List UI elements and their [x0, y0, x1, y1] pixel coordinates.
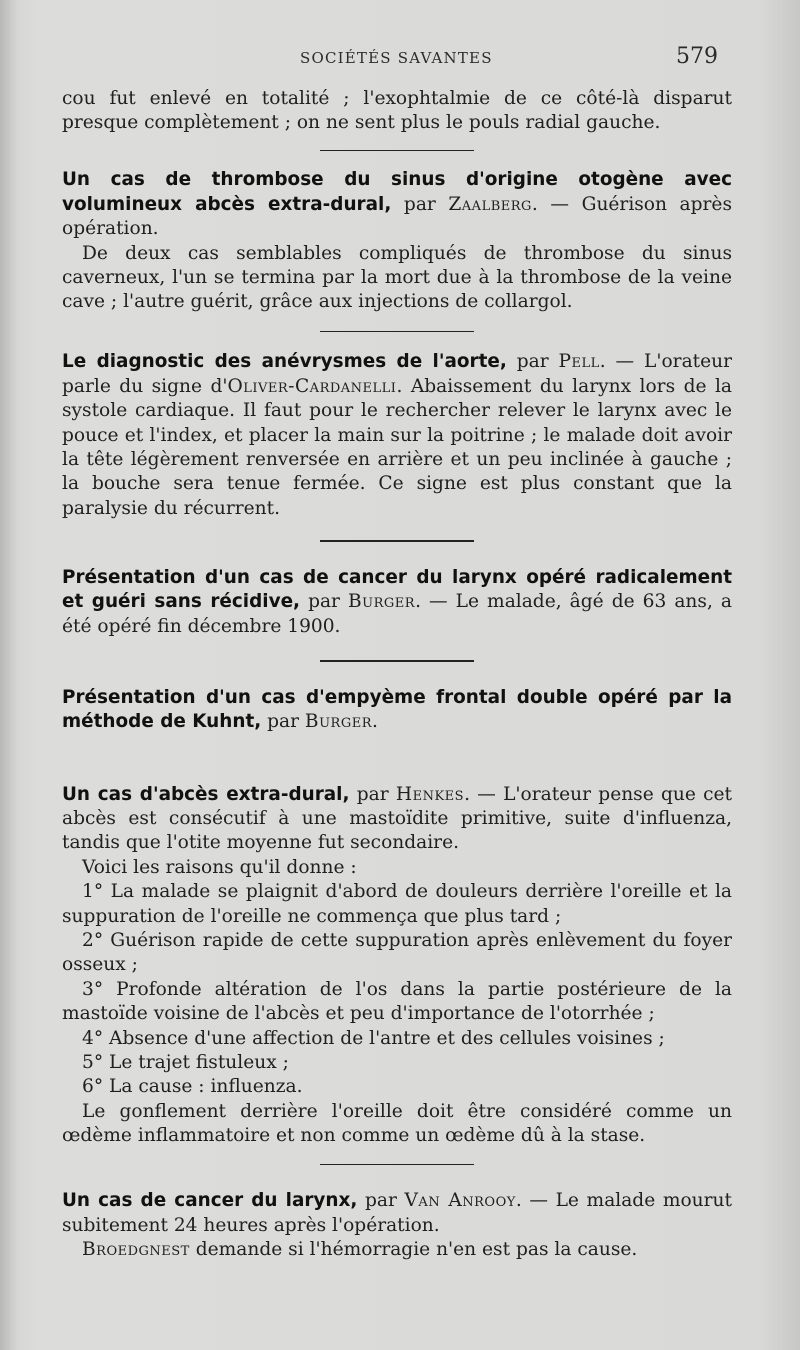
list-item-text: 3° Profonde altération de l'os dans la partie postérieure de la mastoïde voisine de l'abcès et peu d'importance de l'otorrhée ;: [62, 978, 732, 1025]
section-divider: [320, 150, 474, 152]
section-title: Présentation d'un cas d'empyème frontal double opéré par la méthode de Kuhnt,: [62, 686, 732, 733]
list-item-text: 1° La malade se plaignit d'abord de douleurs derrière l'oreille et la suppuration de l'oreille ne commença que plus tard ;: [62, 881, 732, 927]
list-item: [62, 929, 732, 978]
list-intro: Voici les raisons qu'il donne :: [82, 856, 357, 878]
author-name: Burger: [348, 591, 416, 613]
par-word: par: [300, 591, 348, 613]
cited-author: Broedgnest: [82, 1239, 190, 1260]
section-cancer-larynx-radical: [62, 566, 732, 639]
list-item-text: 5° Le trajet fistuleux ;: [82, 1051, 289, 1073]
section-body: [62, 1189, 732, 1238]
section-text: . — L'orateur pense que cet abcès est consécutif à une mastoïdite primitive, suite d'influenza, tandis que l'otite moyenne fut secondaire.: [62, 783, 732, 854]
section-title: Un cas d'abcès extra-dural,: [62, 783, 350, 805]
section-body: [62, 686, 732, 735]
list-item-text: 6° La cause : influenza.: [82, 1076, 303, 1098]
section-conclusion: Le gonflement derrière l'oreille doit être considéré comme un œdème inflammatoire et non comme un œdème dû à la stase.: [62, 1100, 732, 1147]
list-item: [62, 1027, 732, 1051]
section-title: Présentation d'un cas de cancer du larynx opéré radicalement et guéri sans récidive,: [62, 566, 732, 613]
author-name: Pell: [558, 351, 600, 373]
section-divider: [320, 1164, 474, 1166]
par-word: par: [349, 783, 396, 805]
cited-author: Oliver-Cardanelli: [227, 375, 397, 397]
section-cancer-larynx: [62, 1189, 732, 1262]
page-content: [62, 87, 732, 1262]
section-thrombose: [62, 168, 732, 314]
par-word: par: [357, 1190, 405, 1212]
section-anevrysmes: [62, 350, 732, 521]
author-name: Van Anrooy: [404, 1190, 516, 1212]
author-name: Henkes: [395, 783, 465, 805]
section-divider: [320, 540, 474, 542]
section-title: Un cas de thrombose du sinus d'origine otogène avec volumineux abcès extra-dural,: [62, 169, 732, 215]
section-lead: . — L'orateur parle du signe d': [62, 351, 732, 397]
section-empyeme-frontal: [62, 686, 732, 735]
section-title: Un cas de cancer du larynx,: [62, 1190, 358, 1212]
section-spacer: [62, 735, 732, 783]
author-name: Zaalberg: [448, 193, 532, 215]
section-lead: . — Guérison après opération.: [62, 193, 732, 240]
section-text: . — Le malade mourut subitement 24 heures après l'opération.: [62, 1190, 732, 1236]
page-number: 579: [676, 44, 718, 69]
list-item: [62, 1075, 732, 1099]
page-header: [0, 44, 800, 71]
list-item: [62, 1051, 732, 1075]
section-body: [62, 783, 732, 856]
section-text: . — Le malade, âgé de 63 ans, a été opéré fin décembre 1900.: [62, 591, 732, 637]
par-word: par: [506, 351, 559, 373]
section-body: De deux cas semblables compliqués de thrombose du sinus caverneux, l'un se termina par la mort due à la thrombose de la veine cave ; l'autre guérit, grâce aux injections de collargol.: [62, 242, 732, 313]
section-heading-thrombose: [62, 168, 732, 241]
intro-paragraph: cou fut enlevé en totalité ; l'exophtalmie de ce côté-là disparut presque complètement ; on ne sent plus le pouls radial gauche.: [62, 88, 732, 134]
author-name: Burger: [304, 711, 372, 733]
list-item-text: 2° Guérison rapide de cette suppuration après enlèvement du foyer osseux ;: [62, 929, 732, 976]
section-body: [62, 350, 732, 521]
list-item: [62, 978, 732, 1027]
section-abces-extra-dural: [62, 783, 732, 1149]
par-word: par: [391, 193, 449, 215]
running-head: SOCIÉTÉS SAVANTES: [300, 49, 493, 67]
list-item-text: 4° Absence d'une affection de l'antre et des cellules voisines ;: [82, 1027, 665, 1049]
section-divider: [320, 660, 474, 662]
section-followup: [62, 1238, 732, 1262]
section-text: demande si l'hémorragie n'en est pas la cause.: [189, 1239, 638, 1260]
list-item: [62, 880, 732, 929]
section-text: . Abaissement du larynx lors de la systole cardiaque. Il faut pour le rechercher relever le larynx avec le pouce et l'index, et placer la main sur la poitrine ; le malade doit avoir la tête légèrement renversée en arrière et un peu inclinée à gauche ; la bouche sera tenue fermée. Ce signe est plus constant que la paralysie du récurrent.: [62, 375, 732, 519]
section-text: .: [372, 711, 378, 733]
section-divider: [320, 331, 474, 333]
section-title: Le diagnostic des anévrysmes de l'aorte,: [62, 351, 507, 373]
section-body: [62, 566, 732, 639]
par-word: par: [261, 711, 305, 733]
